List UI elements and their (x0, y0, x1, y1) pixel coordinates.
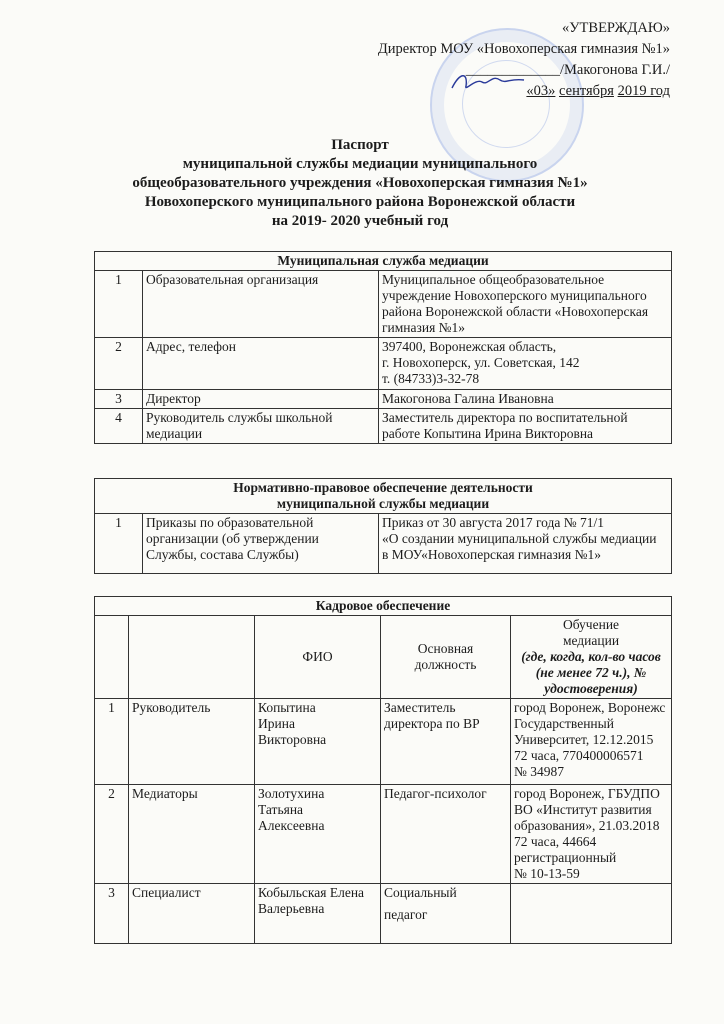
table-row: 4 Руководитель службы школьной медиации Заместитель директора по воспитательной работе Копытина Ирина Викторовна (95, 409, 672, 444)
normative-table (94, 478, 672, 574)
col-position: Основная должность (381, 616, 511, 699)
approval-year: 2019 год (617, 83, 670, 99)
approval-heading: «УТВЕРЖДАЮ» (562, 20, 670, 36)
approval-month: сентября (559, 83, 614, 99)
col-training: Обучение медиации (где, когда, кол-во часов (не менее 72 ч.), № удостоверения) (511, 616, 672, 699)
table1-header: Муниципальная служба медиации (95, 252, 672, 271)
table-row: 1 Руководитель Копытина Ирина Викторовна Заместитель директора по ВР город Воронеж, Воронежс Государственный Университет, 12.12.2015 72 часа, 770400006571 № 34987 (95, 699, 672, 785)
document-title: Паспорт муниципальной службы медиации муниципального общеобразовательного учреждения «Новохоперская гимназия №1» Новохоперского муниципального района Воронежской области на 2019- 2020 учебный год (132, 137, 588, 229)
table-row: 3 Специалист Кобыльская Елена Валерьевна Социальный педагог (95, 884, 672, 944)
mediation-service-table (94, 251, 672, 444)
table-row: 1 Образовательная организация Муниципальное общеобразовательное учреждение Новохоперского муниципального района Воронежской области «Новохоперская гимназия №1» (95, 271, 672, 338)
director-line: Директор МОУ «Новохоперская гимназия №1» (377, 41, 670, 57)
table-row: 1 Приказы по образовательной организации (об утверждении Службы, состава Службы) Приказ от 30 августа 2017 года № 71/1 «О создании муниципальной службы медиации в МОУ«Новохоперская гимназия №1» (95, 514, 672, 574)
staffing-table (94, 596, 672, 944)
col-fio: ФИО (255, 616, 381, 699)
table-header-row (95, 616, 672, 699)
approval-day: «03» (526, 83, 556, 99)
table-row: 2 Адрес, телефон 397400, Воронежская область, г. Новохоперск, ул. Советская, 142 т. (84733)3-32-78 (95, 338, 672, 390)
table-row: 2 Медиаторы Золотухина Татьяна Алексеевна Педагог-психолог город Воронеж, ГБУДПО ВО «Институт развития образования», 21.03.2018 72 часа, 44664 регистрационный № 10-13-59 (95, 785, 672, 884)
table-row: 3 Директор Макогонова Галина Ивановна (95, 390, 672, 409)
table2-header: Нормативно-правовое обеспечение деятельности муниципальной службы медиации (95, 479, 672, 514)
approval-block: «УТВЕРЖДАЮ» Директор МОУ «Новохоперская гимназия №1» _____________/Макогонова Г.И./ «03» сентября 2019 год (377, 20, 670, 99)
table3-header: Кадровое обеспечение (95, 597, 672, 616)
signature-name: /Макогонова Г.И./ (560, 62, 670, 78)
